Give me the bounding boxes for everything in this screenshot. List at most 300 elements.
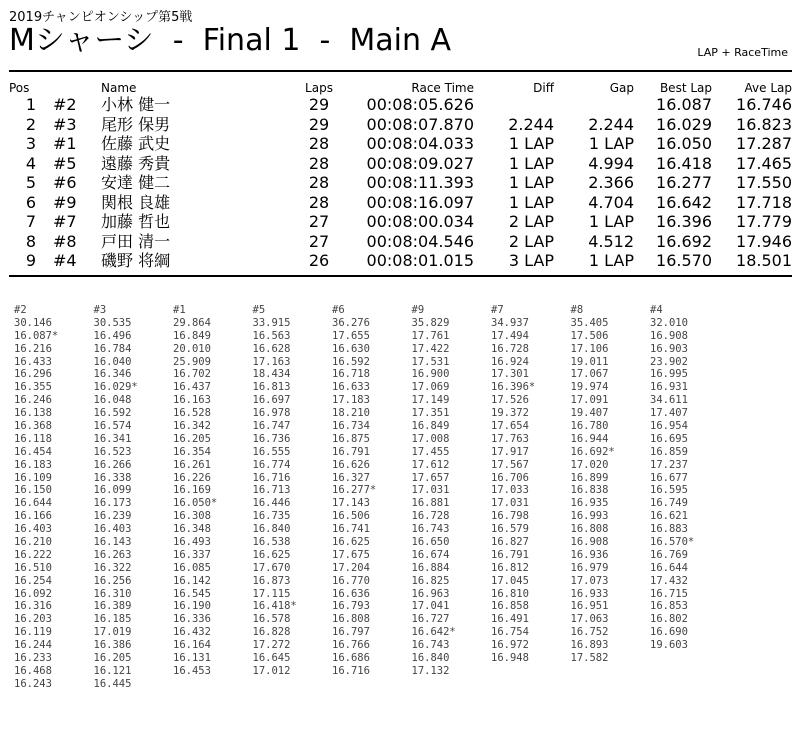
lap-time: 16.808	[570, 523, 609, 536]
lap-time: 16.893	[570, 639, 609, 652]
lap-time: 16.368	[14, 420, 52, 433]
lap-time: 16.454	[14, 445, 52, 458]
lap-column-car-number: #4	[650, 304, 663, 316]
lap-time: 17.073	[570, 574, 609, 587]
lap-time: 16.261	[173, 458, 211, 471]
lap-time: 17.031	[491, 497, 529, 510]
page-title: Mシャーシ - Final 1 - Main A	[9, 23, 452, 58]
lap-time: 16.432	[173, 626, 211, 639]
lap-time: 16.579	[491, 523, 529, 536]
lap-time: 17.063	[570, 613, 609, 626]
lap-time: 16.493	[173, 536, 211, 549]
cell-laps: 26	[308, 251, 330, 270]
lap-time: 17.526	[491, 394, 529, 407]
col-header-car-number	[53, 78, 101, 95]
lap-time: 16.728	[411, 510, 450, 523]
lap-time: 16.099	[93, 484, 132, 497]
cell-diff: 1 LAP	[508, 153, 554, 173]
lap-time: 16.239	[93, 510, 132, 523]
lap-time: 16.570*	[650, 536, 695, 549]
lap-time: 16.798	[491, 510, 529, 523]
lap-time: 16.190	[173, 600, 211, 613]
lap-time: 16.109	[14, 471, 52, 484]
lap-time: 16.780	[570, 420, 609, 433]
lap-time: 17.045	[491, 574, 529, 587]
lap-time: 16.355	[14, 381, 52, 394]
cell-laps: 29	[308, 95, 330, 114]
lap-time: 16.244	[14, 639, 52, 652]
lap-time: 16.743	[411, 639, 450, 652]
col-header-diff: Diff	[533, 81, 554, 95]
lap-time: 17.067	[570, 368, 609, 381]
lap-time: 16.793	[332, 600, 370, 613]
lap-time: 35.405	[570, 316, 609, 329]
lap-time: 16.838	[570, 484, 609, 497]
lap-time: 16.951	[570, 600, 609, 613]
lap-time: 16.702	[173, 368, 211, 381]
lap-time: 16.706	[491, 471, 529, 484]
lap-time: 16.859	[650, 445, 688, 458]
lap-time: 16.296	[14, 368, 52, 381]
cell-driver-name: 戸田 清一	[101, 231, 171, 251]
lap-time: 16.735	[252, 510, 291, 523]
lap-time: 16.644	[650, 561, 688, 574]
lap-column-car-number: #1	[173, 304, 186, 316]
cell-ave-lap: 17.287	[736, 134, 792, 153]
lap-time: 16.908	[570, 536, 609, 549]
cell-driver-name: 遠藤 秀貴	[101, 153, 171, 173]
cell-driver-name: 関根 良雄	[101, 192, 171, 212]
lap-time: 16.828	[252, 626, 291, 639]
lap-time: 16.995	[650, 368, 688, 381]
lap-time: 16.574	[93, 420, 132, 433]
lap-time: 17.132	[411, 664, 450, 677]
lap-time: 16.810	[491, 587, 529, 600]
lap-time: 17.033	[491, 484, 529, 497]
cell-best-lap: 16.642	[656, 192, 712, 212]
lap-time: 19.603	[650, 639, 688, 652]
lap-time: 17.149	[411, 394, 450, 407]
cell-laps: 27	[308, 231, 330, 251]
lap-time: 17.531	[411, 355, 450, 368]
cell-best-lap: 16.277	[656, 173, 712, 192]
lap-time: 16.813	[252, 381, 291, 394]
lap-time: 16.752	[570, 626, 609, 639]
lap-time: 17.917	[491, 445, 529, 458]
cell-ave-lap: 17.946	[736, 231, 792, 251]
lap-time: 16.766	[332, 639, 370, 652]
lap-time: 16.143	[93, 536, 132, 549]
event-supertitle: 2019チャンピオンシップ第5戦	[9, 10, 193, 25]
lap-time: 17.763	[491, 432, 529, 445]
lap-time: 16.121	[93, 664, 132, 677]
cell-best-lap: 16.029	[656, 114, 712, 134]
lap-time: 16.754	[491, 626, 529, 639]
lap-time: 16.277*	[332, 484, 377, 497]
lap-time: 16.085	[173, 561, 211, 574]
cell-ave-lap: 17.465	[736, 153, 792, 173]
lap-time: 19.372	[491, 407, 529, 420]
cell-pos: 9	[25, 251, 37, 270]
cell-laps: 28	[308, 173, 330, 192]
lap-time: 16.185	[93, 613, 132, 626]
lap-time: 16.523	[93, 445, 132, 458]
lap-time: 16.040	[93, 355, 132, 368]
lap-time: 16.881	[411, 497, 450, 510]
cell-ave-lap: 17.718	[736, 192, 792, 212]
lap-time: 16.808	[332, 613, 370, 626]
report-mode-label: LAP + RaceTime	[697, 46, 788, 59]
lap-time: 16.203	[14, 613, 52, 626]
lap-times-grid	[14, 304, 730, 691]
lap-time: 16.924	[491, 355, 529, 368]
lap-time: 17.612	[411, 458, 450, 471]
table-row	[9, 95, 792, 115]
lap-time: 17.106	[570, 342, 609, 355]
col-header-gap: Gap	[609, 81, 634, 95]
lap-time: 16.770	[332, 574, 370, 587]
lap-time: 17.422	[411, 342, 450, 355]
lap-time: 16.150	[14, 484, 52, 497]
lap-time: 16.445	[93, 677, 132, 690]
cell-diff	[474, 95, 554, 115]
col-header-laps: Laps	[305, 81, 333, 95]
lap-time: 16.650	[411, 536, 450, 549]
cell-driver-name: 加藤 哲也	[101, 212, 171, 231]
lap-time: 16.840	[252, 523, 291, 536]
lap-time: 16.354	[173, 445, 211, 458]
lap-time: 18.434	[252, 368, 291, 381]
lap-time: 32.010	[650, 316, 688, 329]
cell-car-number: #9	[53, 192, 77, 212]
table-row	[9, 115, 792, 135]
lap-time: 16.849	[411, 420, 450, 433]
lap-time: 16.728	[491, 342, 529, 355]
lap-time: 17.654	[491, 420, 529, 433]
cell-best-lap: 16.050	[656, 134, 712, 153]
lap-time: 16.256	[93, 574, 132, 587]
lap-time: 16.979	[570, 561, 609, 574]
lap-time: 16.727	[411, 613, 450, 626]
lap-time: 16.963	[411, 587, 450, 600]
lap-time: 16.741	[332, 523, 370, 536]
lap-time: 16.396*	[491, 381, 536, 394]
lap-column-car-number: #8	[570, 304, 584, 316]
lap-time: 20.010	[173, 342, 211, 355]
lap-time: 16.944	[570, 432, 609, 445]
lap-time: 16.853	[650, 600, 688, 613]
lap-time: 16.183	[14, 458, 52, 471]
cell-race-time: 00:08:04.033	[366, 134, 474, 153]
lap-time: 16.389	[93, 600, 132, 613]
table-row	[9, 212, 792, 232]
table-row	[9, 173, 792, 193]
lap-time: 16.933	[570, 587, 609, 600]
lap-time: 16.246	[14, 394, 52, 407]
lap-time: 17.163	[252, 355, 291, 368]
lap-column-car-number: #2	[14, 304, 27, 316]
lap-time: 16.743	[411, 523, 450, 536]
col-header-name: Name	[101, 81, 137, 95]
cell-pos: 6	[25, 192, 37, 212]
lap-time: 16.812	[491, 561, 529, 574]
lap-time: 16.644	[14, 497, 52, 510]
lap-time: 16.210	[14, 536, 52, 549]
lap-time: 16.875	[332, 432, 370, 445]
lap-time: 17.567	[491, 458, 529, 471]
lap-time: 17.351	[411, 407, 450, 420]
cell-best-lap: 16.418	[656, 153, 712, 173]
lap-time: 17.301	[491, 368, 529, 381]
lap-time: 16.903	[650, 342, 688, 355]
cell-driver-name: 磯野 将綱	[101, 251, 171, 270]
lap-time: 17.675	[332, 548, 370, 561]
lap-time: 16.718	[332, 368, 370, 381]
lap-time: 16.468	[14, 664, 52, 677]
lap-time: 17.091	[570, 394, 609, 407]
lap-time: 16.528	[173, 407, 211, 420]
lap-time: 30.146	[14, 316, 52, 329]
lap-column-car-number: #3	[93, 304, 107, 316]
lap-time: 16.769	[650, 548, 688, 561]
lap-time: 16.506	[332, 510, 370, 523]
lap-time: 36.276	[332, 316, 370, 329]
cell-ave-lap: 17.779	[736, 212, 792, 231]
lap-time: 17.455	[411, 445, 450, 458]
cell-diff: 1 LAP	[508, 134, 554, 153]
lap-time: 16.715	[650, 587, 688, 600]
lap-time: 16.713	[252, 484, 291, 497]
cell-race-time: 00:08:07.870	[366, 114, 474, 134]
lap-time: 16.403	[14, 523, 52, 536]
lap-time: 17.407	[650, 407, 688, 420]
lap-time: 16.491	[491, 613, 529, 626]
lap-time: 16.734	[332, 420, 370, 433]
lap-time: 17.432	[650, 574, 688, 587]
results-table	[9, 78, 792, 271]
cell-pos: 4	[25, 153, 37, 173]
cell-laps: 27	[308, 212, 330, 231]
lap-time: 16.453	[173, 664, 211, 677]
cell-car-number: #8	[53, 231, 77, 251]
lap-time: 16.555	[252, 445, 291, 458]
lap-time: 16.883	[650, 523, 688, 536]
table-row	[9, 193, 792, 213]
cell-gap: 2.244	[588, 114, 634, 134]
lap-time: 16.226	[173, 471, 211, 484]
results-divider	[9, 275, 792, 277]
lap-time: 16.642*	[411, 626, 456, 639]
cell-car-number: #2	[53, 95, 77, 114]
lap-time: 34.611	[650, 394, 688, 407]
cell-race-time: 00:08:01.015	[366, 251, 474, 270]
lap-column-car-number: #5	[252, 304, 266, 316]
cell-gap: 1 LAP	[588, 212, 634, 231]
lap-time: 16.797	[332, 626, 370, 639]
lap-time: 17.494	[491, 329, 529, 342]
cell-car-number: #3	[53, 114, 77, 134]
cell-ave-lap: 18.501	[736, 251, 792, 270]
lap-time: 16.263	[93, 548, 132, 561]
lap-time: 16.138	[14, 407, 52, 420]
lap-time: 17.069	[411, 381, 450, 394]
lap-time: 16.802	[650, 613, 688, 626]
cell-race-time: 00:08:16.097	[366, 192, 474, 212]
lap-time: 16.645	[252, 652, 291, 665]
lap-time: 16.636	[332, 587, 370, 600]
cell-best-lap: 16.396	[656, 212, 712, 231]
lap-time: 16.254	[14, 574, 52, 587]
lap-column	[491, 304, 571, 691]
cell-diff: 1 LAP	[508, 192, 554, 212]
cell-best-lap: 16.570	[656, 251, 712, 270]
lap-time: 19.011	[570, 355, 609, 368]
lap-time: 17.008	[411, 432, 450, 445]
cell-car-number: #5	[53, 153, 77, 173]
cell-driver-name: 尾形 保男	[101, 114, 171, 134]
lap-time: 16.825	[411, 574, 450, 587]
lap-time: 16.978	[252, 407, 291, 420]
lap-time: 16.791	[491, 548, 529, 561]
cell-best-lap: 16.087	[656, 95, 712, 114]
cell-laps: 28	[308, 192, 330, 212]
lap-time: 16.858	[491, 600, 529, 613]
lap-time: 16.690	[650, 626, 688, 639]
lap-time: 16.142	[173, 574, 211, 587]
lap-time: 16.899	[570, 471, 609, 484]
lap-time: 16.029*	[93, 381, 138, 394]
lap-time: 16.118	[14, 432, 52, 445]
lap-time: 16.310	[93, 587, 132, 600]
lap-time: 16.233	[14, 652, 52, 665]
lap-time: 16.972	[491, 639, 529, 652]
cell-gap	[554, 95, 634, 115]
lap-time: 17.582	[570, 652, 609, 665]
table-row	[9, 251, 792, 271]
lap-time: 16.931	[650, 381, 688, 394]
lap-time: 16.216	[14, 342, 52, 355]
cell-diff: 3 LAP	[508, 251, 554, 270]
cell-ave-lap: 17.550	[736, 173, 792, 192]
lap-time: 16.621	[650, 510, 688, 523]
lap-time: 16.173	[93, 497, 132, 510]
lap-time: 19.407	[570, 407, 609, 420]
lap-time: 16.342	[173, 420, 211, 433]
lap-time: 16.322	[93, 561, 132, 574]
lap-time: 17.237	[650, 458, 688, 471]
lap-time: 16.205	[173, 432, 211, 445]
lap-column-car-number: #9	[411, 304, 425, 316]
lap-time: 16.948	[491, 652, 529, 665]
cell-gap: 2.366	[588, 173, 634, 192]
cell-diff: 2 LAP	[508, 231, 554, 251]
lap-time: 17.115	[252, 587, 291, 600]
lap-time: 17.761	[411, 329, 450, 342]
lap-time: 16.050*	[173, 497, 218, 510]
cell-car-number: #6	[53, 173, 77, 192]
lap-column-car-number: #7	[491, 304, 504, 316]
lap-time: 16.827	[491, 536, 529, 549]
lap-time: 16.595	[650, 484, 688, 497]
lap-time: 16.163	[173, 394, 211, 407]
lap-time: 16.630	[332, 342, 370, 355]
lap-time: 16.446	[252, 497, 291, 510]
lap-time: 16.784	[93, 342, 132, 355]
lap-time: 16.936	[570, 548, 609, 561]
lap-time: 17.012	[252, 664, 291, 677]
lap-time: 17.041	[411, 600, 450, 613]
table-row	[9, 232, 792, 252]
lap-time: 33.915	[252, 316, 291, 329]
cell-pos: 8	[25, 231, 37, 251]
lap-time: 16.243	[14, 677, 52, 690]
lap-time: 17.020	[570, 458, 609, 471]
lap-time: 16.538	[252, 536, 291, 549]
lap-time: 16.628	[252, 342, 291, 355]
col-header-pos: Pos	[9, 81, 30, 95]
cell-driver-name: 佐藤 武史	[101, 134, 171, 153]
cell-pos: 2	[25, 114, 37, 134]
lap-time: 16.048	[93, 394, 132, 407]
lap-time: 16.592	[332, 355, 370, 368]
lap-time: 17.655	[332, 329, 370, 342]
lap-time: 16.749	[650, 497, 688, 510]
lap-time: 16.510	[14, 561, 52, 574]
lap-column	[14, 304, 94, 691]
lap-time: 16.092	[14, 587, 52, 600]
lap-time: 16.119	[14, 626, 52, 639]
lap-time: 16.496	[93, 329, 132, 342]
lap-time: 16.686	[332, 652, 370, 665]
lap-time: 16.433	[14, 355, 52, 368]
lap-column	[94, 304, 174, 691]
lap-time: 16.205	[93, 652, 132, 665]
lap-time: 17.204	[332, 561, 370, 574]
lap-time: 16.308	[173, 510, 211, 523]
results-header-row	[9, 78, 792, 95]
cell-laps: 29	[308, 114, 330, 134]
table-row	[9, 154, 792, 174]
lap-time: 18.210	[332, 407, 370, 420]
lap-time: 16.087*	[14, 329, 59, 342]
lap-time: 16.736	[252, 432, 291, 445]
lap-time: 16.166	[14, 510, 52, 523]
lap-time: 16.348	[173, 523, 211, 536]
lap-column	[571, 304, 651, 691]
cell-driver-name: 小林 健一	[101, 95, 171, 114]
header-divider	[9, 70, 792, 72]
lap-time: 17.657	[411, 471, 450, 484]
lap-time: 29.864	[173, 316, 211, 329]
lap-time: 16.316	[14, 600, 52, 613]
lap-time: 16.386	[93, 639, 132, 652]
cell-diff: 2.244	[508, 114, 554, 134]
lap-time: 16.625	[332, 536, 370, 549]
lap-time: 16.697	[252, 394, 291, 407]
lap-time: 17.143	[332, 497, 370, 510]
lap-time: 16.592	[93, 407, 132, 420]
lap-time: 16.993	[570, 510, 609, 523]
lap-time: 16.935	[570, 497, 609, 510]
table-row	[9, 134, 792, 154]
cell-laps: 28	[308, 134, 330, 153]
cell-race-time: 00:08:09.027	[366, 153, 474, 173]
col-header-race-time: Race Time	[411, 81, 474, 95]
lap-time: 16.578	[252, 613, 291, 626]
lap-time: 16.437	[173, 381, 211, 394]
lap-time: 16.169	[173, 484, 211, 497]
lap-time: 34.937	[491, 316, 529, 329]
